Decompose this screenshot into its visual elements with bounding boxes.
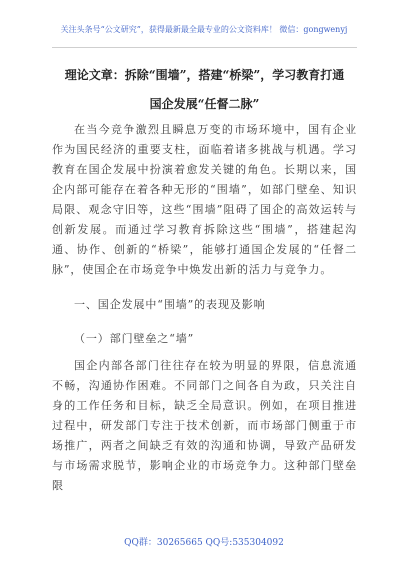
document-title-line-2: 国企发展“任督二脉”: [149, 97, 260, 111]
header-divider: [52, 47, 357, 48]
intro-paragraph: 在当今竞争激烈且瞬息万变的市场环境中，国有企业作为国民经济的重要支柱，面临着诸多挑战与机遇。学习教育在国企发展中扮演着愈发关键的角色。长期以来，国企内部可能存在着各种无形的“围墙”，如部门壁垒、知识局限、观念守旧等，这些“围墙”阻碍了国企的高效运转与创新发展。而通过学习教育拆除这些“围墙”，搭建起沟通、协作、创新的“桥梁”，能够打通国企发展的“任督二脉”，使国企在市场竞争中焕发出新的活力与竞争力。: [52, 123, 357, 276]
header-notice: 关注头条号“公文研究”，获得最新最全最专业的公文资料库！ 微信：gongwenyj: [60, 25, 348, 34]
body-paragraph: 国企内部各部门往往存在较为明显的界限，信息流通不畅，沟通协作困难。不同部门之间各自为政，只关注自身的工作任务和目标，缺乏全局意识。例如，在项目推进过程中，研发部门专注于技术创新，而市场部门侧重于市场推广，两者之间缺乏有效的沟通和协调，导致产品研发与市场需求脱节，影响企业的市场竞争力。这种部门壁垒限: [52, 359, 357, 492]
subsection-heading: （一）部门壁垒之“墙”: [74, 332, 195, 345]
footer-contact: QQ群：30265665 QQ号:535304092: [124, 538, 284, 548]
section-heading: 一、国企发展中“围墙”的表现及影响: [74, 298, 266, 311]
document-title-line-1: 理论文章：拆除“围墙”，搭建“桥梁”，学习教育打通: [64, 68, 345, 82]
